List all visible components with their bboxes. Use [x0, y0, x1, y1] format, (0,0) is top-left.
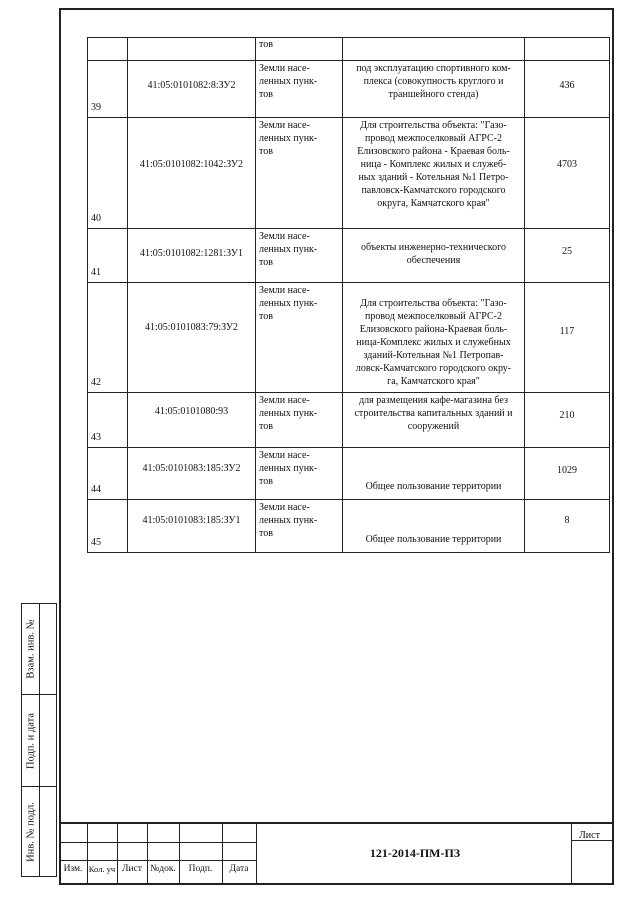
- land-category: [256, 118, 343, 229]
- permitted-use: [343, 229, 525, 283]
- row-number: 44: [88, 448, 128, 500]
- area-value: 117: [525, 283, 610, 393]
- area-value: 436: [525, 61, 610, 118]
- replacement-inventory-stamp: [21, 603, 40, 695]
- signature-date-field: [40, 695, 57, 787]
- land-category-text: Земли насе- ленных пунк- тов: [259, 231, 318, 268]
- land-category-text: Земли насе- ленных пунк- тов: [259, 63, 318, 100]
- original-inventory-stamp: [21, 787, 40, 877]
- permitted-use-text: объекты инженерно-технического обеспечения: [361, 242, 506, 266]
- area-value: 1029: [525, 448, 610, 500]
- signature-date-stamp: [21, 695, 40, 787]
- table-row: [88, 448, 610, 500]
- table-row: [88, 500, 610, 553]
- original-inventory-label: Инв. № подл.: [25, 801, 36, 862]
- row-number: 40: [88, 118, 128, 229]
- row-number: 41: [88, 229, 128, 283]
- cadastral-number: 41:05:0101082:1281:ЗУ1: [128, 229, 256, 283]
- land-category-text: Земли насе- ленных пунк- тов: [259, 285, 318, 322]
- sheet-label: Лист: [579, 830, 600, 841]
- table-row: [88, 61, 610, 118]
- cadastral-number: 41:05:0101082:8:ЗУ2: [128, 61, 256, 118]
- original-inventory-field: [40, 787, 57, 877]
- permitted-use: [343, 283, 525, 393]
- sheet-col-label: Лист: [122, 864, 142, 874]
- count-label: Кол. уч: [88, 864, 116, 874]
- permitted-use-text: для размещения кафе-магазина без строительства капитальных зданий и сооружений: [354, 395, 513, 432]
- area-value: 25: [525, 229, 610, 283]
- row-number: 39: [88, 61, 128, 118]
- permitted-use-text: Для строительства объекта: "Газо- провод межпоселковый АГРС-2 Елизовского района-Краевая боль- ница-Комплекс жилых и служебных зданий-Котельная №1 Петропав- ловск-Камчатского городского окру- га, Камчатского края": [355, 298, 512, 387]
- table-row: [88, 118, 610, 229]
- cadastral-number: [128, 38, 256, 61]
- row-number: [88, 38, 128, 61]
- table-row: [88, 283, 610, 393]
- doc-number-label: №док.: [150, 864, 176, 874]
- permitted-use: Общее пользование территории: [343, 500, 525, 553]
- cadastral-number: 41:05:0101082:1042:ЗУ2: [128, 118, 256, 229]
- cadastral-number: 41:05:0101083:79:ЗУ2: [128, 283, 256, 393]
- permitted-use-text: Для строительства объекта: "Газо- провод межпоселковый АГРС-2 Елизовского района - Краевая боль- ница - Комплекс жилых и служеб- ных зданий - Котельная №1 Петро- павловск-Камчатского городского округа, Камчатского края": [357, 120, 510, 209]
- date-label: Дата: [229, 864, 249, 874]
- table-row: [88, 38, 610, 61]
- land-category-text: Земли насе- ленных пунк- тов: [259, 120, 318, 157]
- change-label: Изм.: [63, 864, 83, 874]
- land-category: [256, 393, 343, 448]
- cadastral-number: 41:05:0101080:93: [128, 393, 256, 448]
- permitted-use: Общее пользование территории: [343, 448, 525, 500]
- table-row: [88, 229, 610, 283]
- land-category: [256, 500, 343, 553]
- cadastral-number: 41:05:0101083:185:ЗУ1: [128, 500, 256, 553]
- land-category: [256, 38, 343, 61]
- replacement-inventory-field: [40, 603, 57, 695]
- area-value: 8: [525, 500, 610, 553]
- land-category-text: Земли насе- ленных пунк- тов: [259, 502, 318, 539]
- area-value: 4703: [525, 118, 610, 229]
- title-block: [59, 822, 614, 885]
- land-category: [256, 61, 343, 118]
- permitted-use: [343, 61, 525, 118]
- row-number: 42: [88, 283, 128, 393]
- permitted-use: [343, 393, 525, 448]
- row-number: 45: [88, 500, 128, 553]
- signature-label: Подп.: [188, 864, 213, 874]
- area-value: [525, 38, 610, 61]
- permitted-use: [343, 118, 525, 229]
- area-value: 210: [525, 393, 610, 448]
- land-category-text: тов: [259, 39, 273, 50]
- land-category: [256, 229, 343, 283]
- land-category: [256, 448, 343, 500]
- permitted-use: [343, 38, 525, 61]
- permitted-use-text: под эксплуатацию спортивного ком- плекса (совокупность круглого и траншейного стенда): [356, 63, 511, 100]
- row-number: 43: [88, 393, 128, 448]
- replacement-inventory-label: Взам. инв. №: [25, 619, 36, 679]
- land-plot-table: [87, 37, 610, 553]
- cadastral-number: 41:05:0101083:185:ЗУ2: [128, 448, 256, 500]
- document-code: 121-2014-ПМ-ПЗ: [369, 846, 461, 860]
- table-row: [88, 393, 610, 448]
- land-category-text: Земли насе- ленных пунк- тов: [259, 450, 318, 487]
- land-category-text: Земли насе- ленных пунк- тов: [259, 395, 318, 432]
- land-category: [256, 283, 343, 393]
- signature-date-label: Подп. и дата: [25, 712, 36, 769]
